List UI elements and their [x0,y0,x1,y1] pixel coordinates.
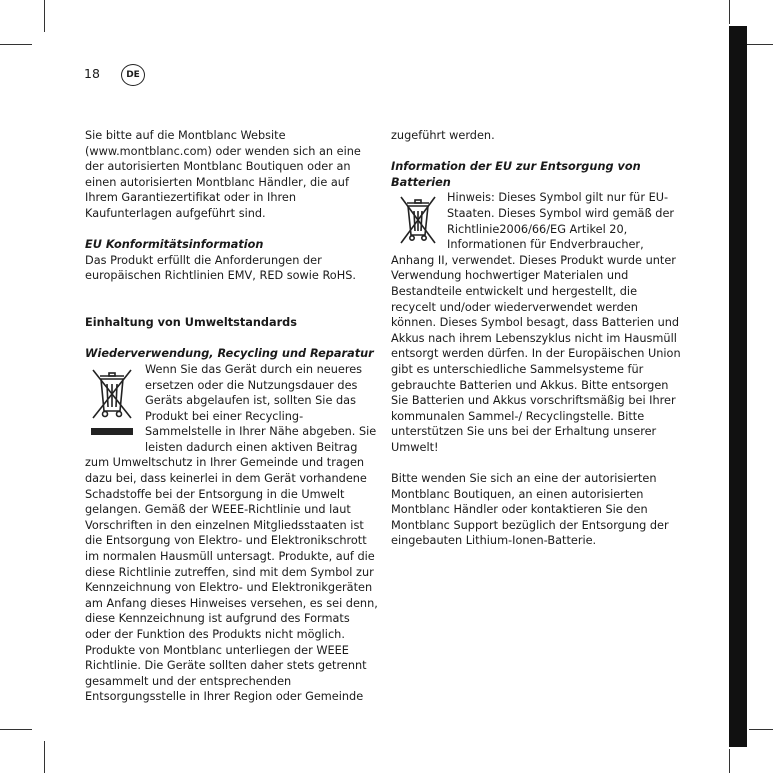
environment-heading: Einhaltung von Umweltstandards [85,316,297,330]
page-edge-bar [729,26,747,747]
crop-mark [44,741,45,773]
crop-mark [0,729,32,730]
conformity-title: EU Konformitätsinformation [85,238,264,252]
page-number: 18 [84,66,100,81]
reuse-text: Wenn Sie das Gerät durch ein neueres ersetzen oder die Nutzungsdauer des Geräts abgelaufen ist, sollten Sie das Produkt bei einer Recycling-Sammelstelle in Ihrer Nähe abgeben. Sie leisten dadurch einen aktiven Beitrag zum Umweltschutz in Ihrer Gemeinde und tragen dazu bei, dass keinerlei in dem Gerät vorhandene Schadstoffe bei der Entsorgung in die Umwelt gelangen. Gemäß der WEEE-Richtlinie und laut Vorschriften in den einzelnen Mitgliedsstaaten ist die Entsorgung von Elektro- und Elektronikschrott im normalen Hausmüll untersagt. Produkte, auf die diese Richtlinie zutreffen, sind mit dem Symbol zur Kennzeichnung von Elektro- und Elektronikgeräten am Anfang dieses Hinweises versehen, es sei denn, diese Kennzeichnung ist aufgrund des Formats oder der Funktion des Produkts nicht möglich. Produkte von Montblanc unterliegen der WEEE Richtlinie. Die Geräte sollten daher stets getrennt gesammelt und der entsprechenden Entsorgungsstelle in Ihrer Region oder Gemeinde [85,362,378,704]
crop-mark [729,749,730,773]
reuse-title: Wiederverwendung, Recycling und Reparatur [85,347,374,361]
conformity-text: Das Produkt erfüllt die Anforderungen der europäischen Richtlinien EMV, RED sowie RoHS. [85,253,356,283]
left-column [85,128,378,705]
crop-mark [749,729,773,730]
crop-mark [44,0,45,32]
crop-mark [729,0,730,24]
intro-paragraph: Sie bitte auf die Montblanc Website (www.montblanc.com) oder wenden sich an eine der autorisierten Montblanc Boutiquen oder an einen autorisierten Montblanc Händler, die auf Ihrem Garantiezertifikat oder in Ihren Kaufunterlagen aufgeführt sind. [85,129,361,220]
battery-crossed-bin-icon [395,193,441,245]
language-badge: DE [121,64,145,86]
right-column [391,128,685,549]
battery-text: Hinweis: Dieses Symbol gilt nur für EU-Staaten. Dieses Symbol wird gemäß der Richtlinie2006/66/EG Artikel 20, Informationen für Endverbraucher, Anhang II, verwendet. Dieses Produkt wurde unter Verwendung hochwertiger Materialen und Bestandteile entwickelt und hergestellt, die recycelt und/oder wiederverwendet werden können. Dieses Symbol besagt, dass Batterien und Akkus nach ihrem Lebenszyklus nicht im Hausmüll entsorgt werden dürfen. In der Europäischen Union gibt es unterschiedliche Sammelsysteme für gebrauchte Batterien und Akkus. Bitte entsorgen Sie Batterien und Akkus vorschriftsmäßig bei Ihrer kommunalen Sammel-/ Recyclingstelle. Bitte unterstützen Sie uns bei der Erhaltung unserer Umwelt! [391,191,681,454]
contact-text: Bitte wenden Sie sich an eine der autorisierten Montblanc Boutiquen, an einen autorisierten Montblanc Händler oder kontaktieren Sie den Montblanc Support bezüglich der Entsorgung der eingebauten Lithium-Ionen-Batterie. [391,472,669,548]
continuation-text: zugeführt werden. [391,129,495,142]
crop-mark [0,44,32,45]
battery-title: Information der EU zur Entsorgung von Batterien [391,160,641,189]
weee-crossed-bin-icon [85,364,139,444]
